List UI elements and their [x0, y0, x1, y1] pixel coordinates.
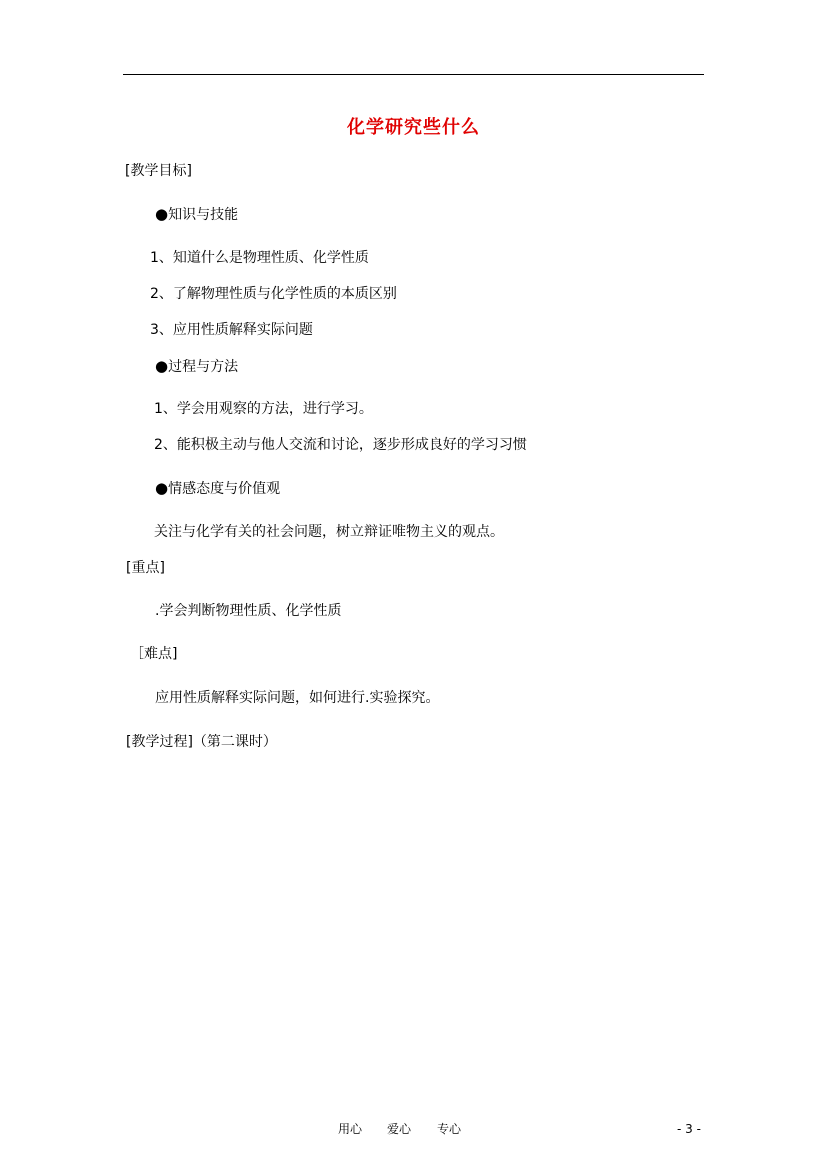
sub-heading-attitude — [155, 479, 280, 498]
footer-word: 专心 — [437, 1122, 462, 1136]
list-item: 3、应用性质解释实际问题 — [150, 322, 313, 338]
attitude-text: 关注与化学有关的社会问题，树立辩证唯物主义的观点。 — [154, 524, 504, 540]
list-item: 1、知道什么是物理性质、化学性质 — [150, 250, 369, 266]
page-title: 化学研究些什么 — [347, 117, 480, 138]
list-item: 2、了解物理性质与化学性质的本质区别 — [150, 286, 397, 302]
bullet-icon: ● — [155, 479, 169, 497]
bullet-icon: ● — [155, 357, 169, 375]
process-heading: [教学过程]（第二课时） — [126, 734, 277, 750]
page-number: - 3 - — [677, 1122, 701, 1136]
footer-word: 用心 — [338, 1122, 363, 1136]
header-rule — [123, 74, 704, 75]
bullet-icon: ● — [155, 205, 169, 223]
sub-heading-label: 知识与技能 — [168, 207, 239, 223]
key-text: .学会判断物理性质、化学性质 — [155, 603, 342, 619]
sub-heading-label: 过程与方法 — [168, 359, 239, 375]
sub-heading-process — [155, 357, 238, 376]
goals-heading: [教学目标] — [125, 163, 192, 179]
footer-word: 爱心 — [387, 1122, 412, 1136]
difficult-heading: ［难点] — [130, 646, 178, 662]
list-item: 2、能积极主动与他人交流和讨论，逐步形成良好的学习习惯 — [154, 437, 527, 453]
sub-heading-knowledge — [155, 205, 238, 224]
difficult-text: 应用性质解释实际问题，如何进行.实验探究。 — [155, 690, 440, 706]
key-heading: [重点] — [126, 560, 165, 576]
sub-heading-label: 情感态度与价值观 — [168, 481, 281, 497]
list-item: 1、学会用观察的方法，进行学习。 — [154, 401, 373, 417]
